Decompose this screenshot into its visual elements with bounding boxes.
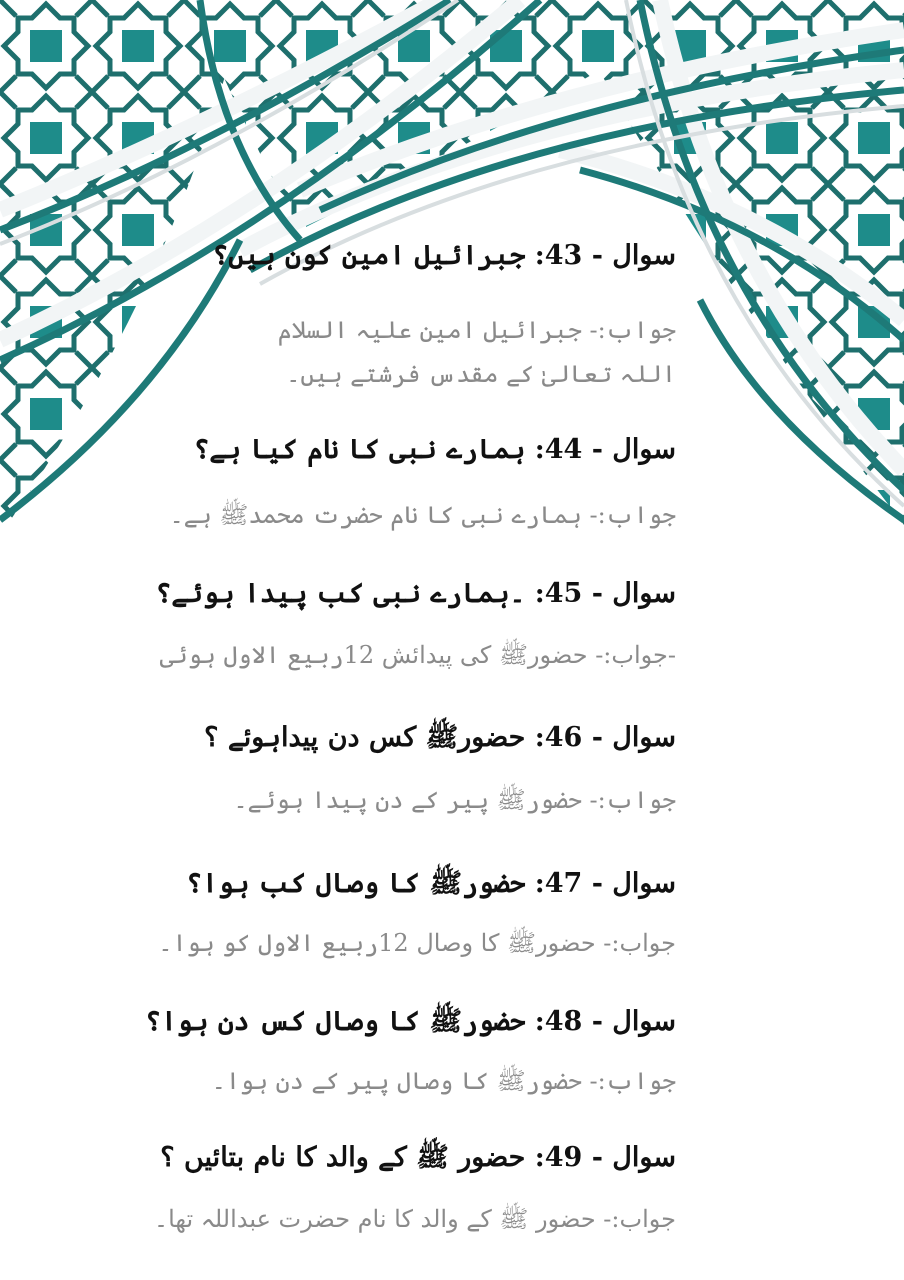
answer-46: جواب:- حضورﷺ پیر کے دن پیدا ہوئے۔ (233, 786, 676, 814)
answer-48: جواب:- حضورﷺ کا وصال پیر کے دن ہوا۔ (211, 1067, 676, 1095)
answer-43: جواب:- جبرائیل امین علیہ السلام اللہ تعالیٰ کے مقدس فرشتے ہیں۔ (277, 316, 676, 388)
answer-45: -جواب:- حضورﷺ کی پیدائش 12ربیع الاول ہوئی (159, 641, 676, 669)
answer-47: جواب:- حضورﷺ کا وصال 12ربیع الاول کو ہوا۔ (158, 929, 676, 957)
question-43: سوال - 43: جبرائیل امین کون ہیں؟ (212, 240, 676, 271)
answer-44: جواب:- ہمارے نبی کا نام حضرت محمدﷺ ہے۔ (169, 501, 676, 529)
question-49: سوال - 49: حضور ﷺ کے والد کا نام بتائیں ؟ (160, 1142, 676, 1173)
question-48: سوال - 48: حضورﷺ کا وصال کس دن ہوا؟ (145, 1006, 676, 1037)
answer-49: جواب:- حضور ﷺ کے والد کا نام حضرت عبداللہ تھا۔ (154, 1205, 676, 1233)
question-44: سوال - 44: ہمارے نبی کا نام کیا ہے؟ (193, 434, 676, 465)
question-46: سوال - 46: حضورﷺ کس دن پیداہوئے ؟ (204, 722, 676, 753)
question-45: سوال - 45: ۔ہمارے نبی کب پیدا ہوئے؟ (155, 578, 676, 609)
question-47: سوال - 47: حضورﷺ کا وصال کب ہوا؟ (186, 868, 676, 899)
